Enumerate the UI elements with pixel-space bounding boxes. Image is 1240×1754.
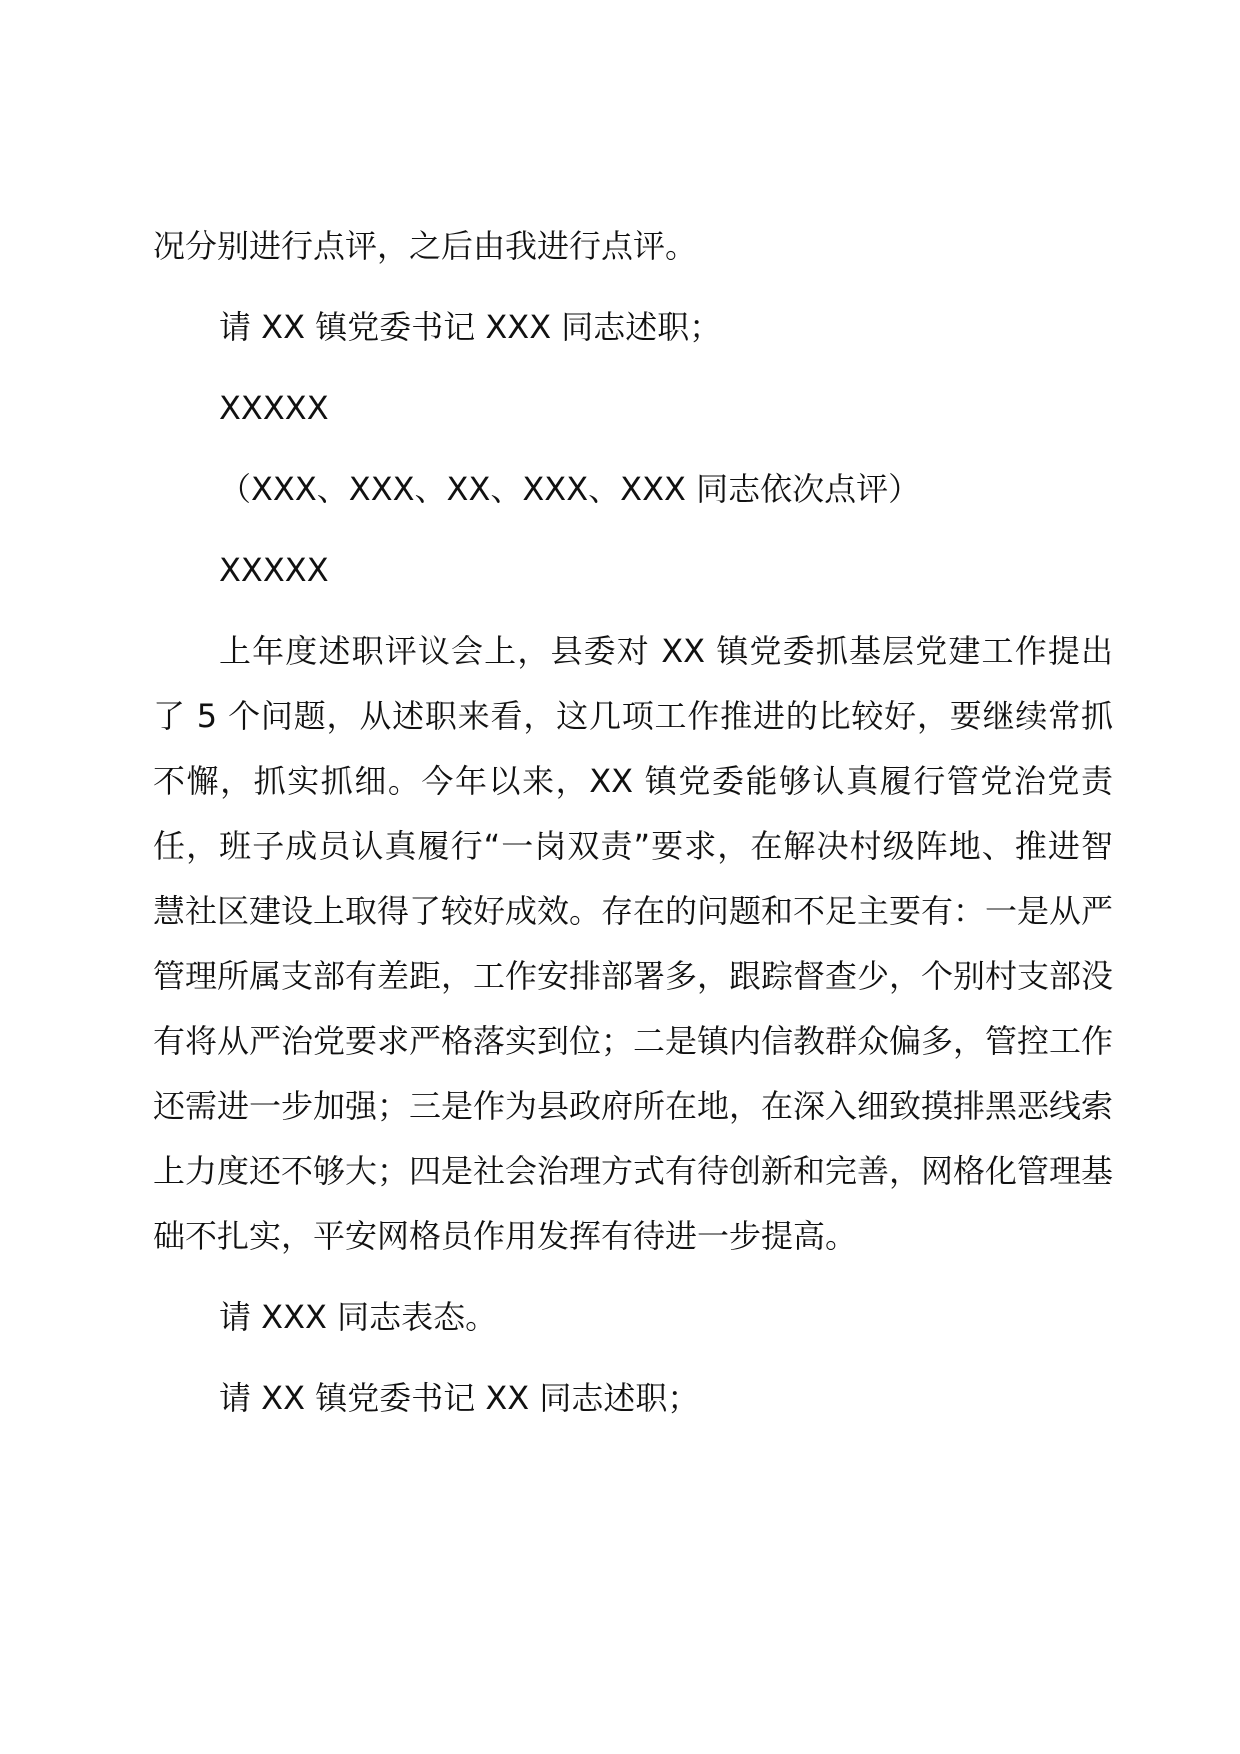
paragraph-placeholder-1: XXXXX xyxy=(219,389,329,427)
paragraph-invite-report-2: 请 XX 镇党委书记 XX 同志述职； xyxy=(219,1379,700,1417)
paragraph-continuation: 况分别进行点评，之后由我进行点评。 xyxy=(153,227,698,265)
paragraph-invite-statement: 请 XXX 同志表态。 xyxy=(219,1298,498,1336)
paragraph-invite-report-1: 请 XX 镇党委书记 XXX 同志述职； xyxy=(219,308,722,346)
document-body xyxy=(153,214,1113,1447)
paragraph-comment-body: 上年度述职评议会上，县委对 XX 镇党委抓基层党建工作提出了 5 个问题，从述职来看，这几项工作推进的比较好，要继续常抓不懈，抓实抓细。今年以来，XX 镇党委能够认真履行管党治党责任，班子成员认真履行“一岗双责”要求，在解决村级阵地、推进智慧社区建设上取得了较好成效。存在的问题和不足主要有：一是从严管理所属支部有差距，工作安排部署多，跟踪督查少，个别村支部没有将从严治党要求严格落实到位；二是镇内信教群众偏多，管控工作还需进一步加强；三是作为县政府所在地，在深入细致摸排黑恶线索上力度还不够大；四是社会治理方式有待创新和完善，网格化管理基础不扎实，平安网格员作用发挥有待进一步提高。 xyxy=(153,632,1114,1255)
paragraph-review-order: （XXX、XXX、XX、XXX、XXX 同志依次点评） xyxy=(219,470,921,508)
paragraph-placeholder-2: XXXXX xyxy=(219,551,329,589)
